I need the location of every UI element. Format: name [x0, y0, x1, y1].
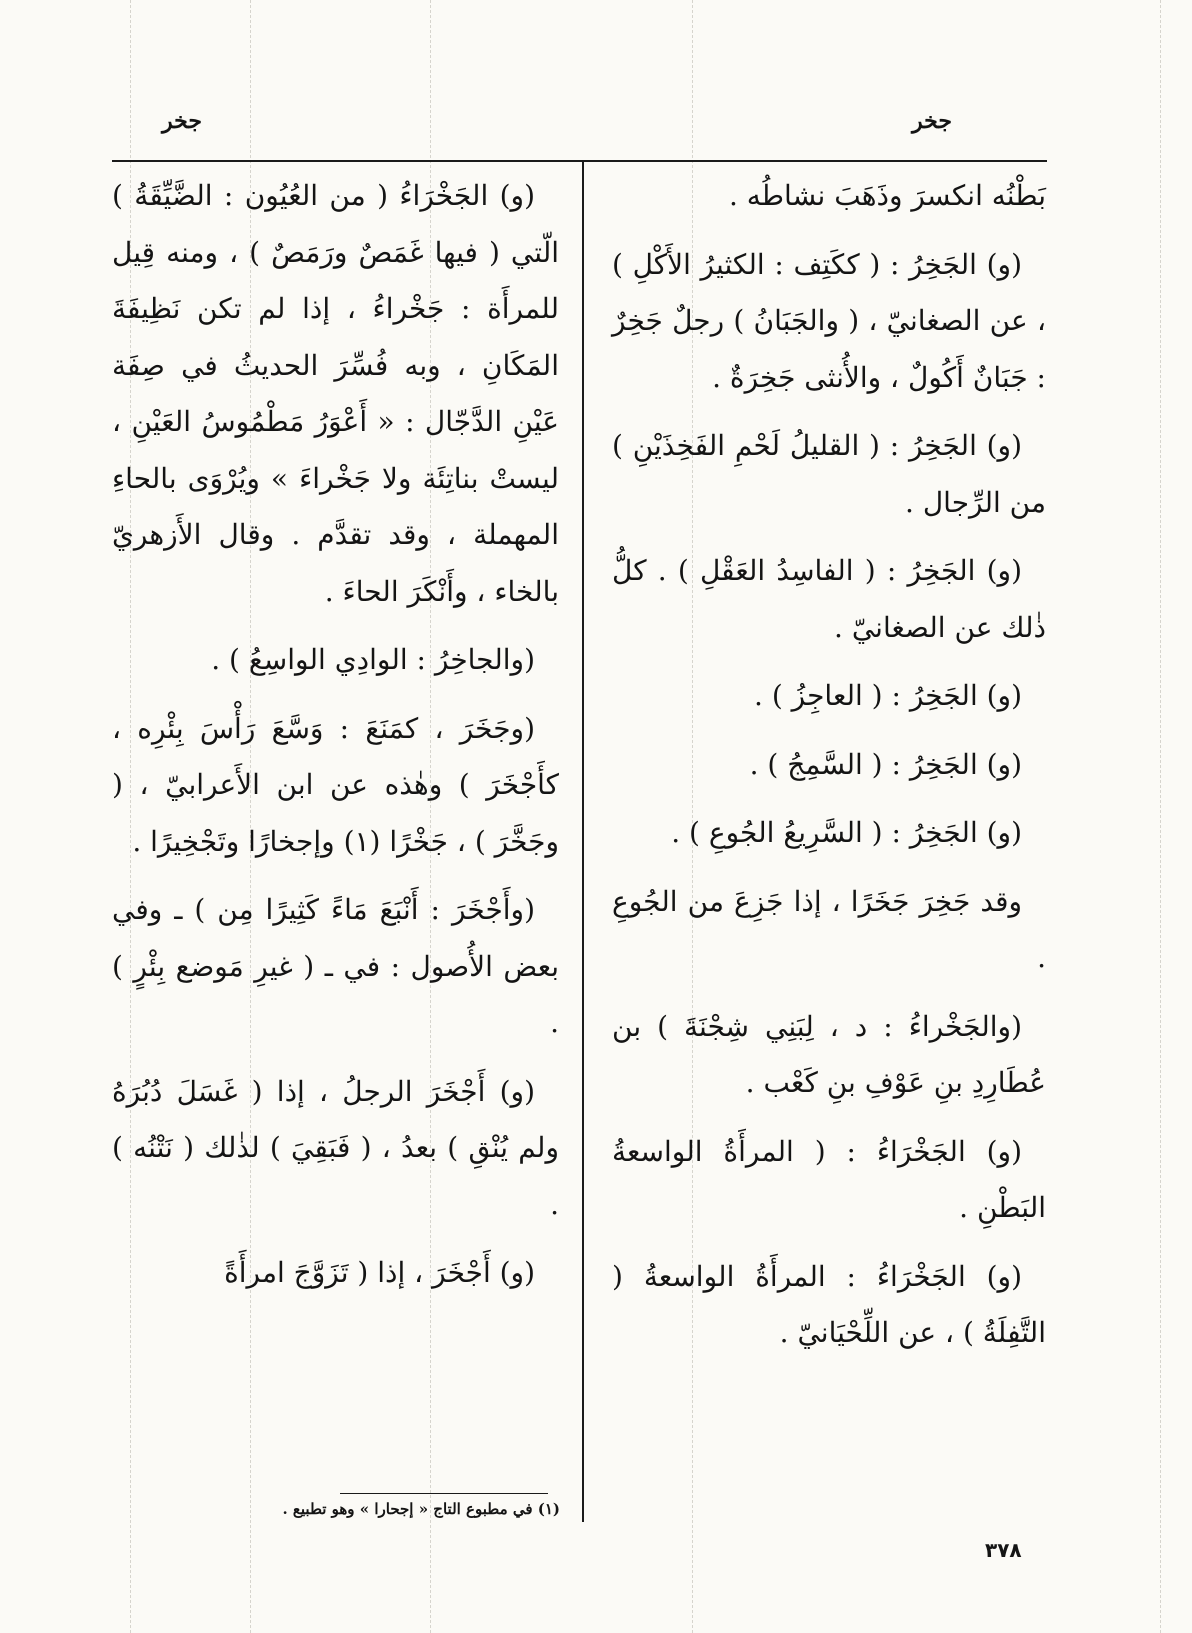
header-rule	[112, 160, 1047, 162]
entry-paragraph: بَطْنُه انكسرَ وذَهَبَ نشاطُه .	[728, 179, 1046, 212]
entry-paragraph: (و) الجَخْرَاءُ : ( المرأَةُ الواسعةُ البَطْنِ .	[612, 1134, 1046, 1224]
footnote: (١) في مطبوع التاج « إجحارا » وهو تطبيع .	[282, 1500, 560, 1518]
entry-paragraph: وقد جَخِرَ جَخَرًا ، إذا جَزِعَ من الجُوعِ .	[612, 884, 1046, 974]
entry-paragraph: (والجَخْراءُ : د ، لِبَنِي شِجْنَةَ ) بن عُطَارِدِ بنِ عَوْفِ بنِ كَعْب .	[612, 1009, 1046, 1099]
entry-paragraph: (و) الجَخِرُ : ( السَّمِجُ ) .	[749, 747, 1022, 781]
entry-paragraph: (و) الجَخِرُ : ( القليلُ لَحْمِ الفَخِذَيْنِ ) من الرِّجال .	[612, 429, 1046, 519]
entry-paragraph: (والجاخِرُ : الوادِي الواسِعُ ) .	[211, 643, 535, 676]
entry-paragraph: (و) الجَخِرُ : ( السَّرِيعُ الجُوعِ ) .	[671, 816, 1022, 849]
column-divider	[582, 160, 584, 1522]
entry-paragraph: (و) الجَخِرُ : ( الفاسِدُ العَقْلِ ) . كلُّ ذٰلك عن الصغانيّ .	[612, 554, 1046, 644]
running-header-right: جخر	[912, 108, 952, 134]
entry-paragraph: (و) الجَخْرَاءُ ( من العُيُون : الضَّيِّقَةُ ) الّتي ( فيها غَمَصٌ ورَمَصٌ ) ، ومنه قِيل للمرأَة : جَخْراءُ ، إذا لم تكن نَظِيفَةَ المَكَانِ ، وبه فُسِّرَ الحديثُ في صِفَة عَيْنِ الدَّجّال : « أَعْوَرُ مَطْمُوسُ العَيْنِ ، ليستْ بناتِئَة ولا جَخْراءَ » ويُرْوَى بالحاءِ المهملة ، وقد تقدَّم . وقال الأَزهريّ بالخاء ، وأَنْكَرَ الحاءَ .	[112, 179, 559, 608]
running-header-left: جخر	[162, 108, 202, 134]
left-column	[112, 168, 559, 1314]
right-column	[612, 168, 1046, 1374]
scan-guide-line	[1160, 0, 1161, 1633]
entry-paragraph: (و) أَجْخَرَ ، إذا ( تَزَوَّجَ امرأَةً	[224, 1256, 535, 1289]
entry-paragraph: (وجَخَرَ ، كمَنَعَ : وَسَّعَ رَأْسَ بِئْرِه ، كأَجْخَرَ ) وهٰذه عن ابن الأَعرابيّ ، ( وجَخَّرَ ) ، جَخْرًا (١) وإجخارًا وتَجْخِيرًا .	[112, 711, 559, 858]
page-number: ٣٧٨	[985, 1538, 1022, 1562]
entry-paragraph: (و) الجَخِرُ : ( ككَتِف : الكثيرُ الأَكْلِ ) ، عن الصغانيّ ، ( والجَبَانُ ) رجلٌ جَخِرٌ : جَبَانٌ أَكُولٌ ، والأُنثى جَخِرَةٌ .	[612, 247, 1046, 394]
entry-paragraph: (و) الجَخِرُ : ( العاجِزُ ) .	[754, 679, 1022, 712]
footnote-rule	[340, 1493, 548, 1494]
entry-paragraph: (و) الجَخْرَاءُ : المرأَةُ الواسعةُ ( التَّفِلَةُ ) ، عن اللِّحْيَانيّ .	[612, 1259, 1046, 1349]
entry-paragraph: (و) أَجْخَرَ الرجلُ ، إذا ( غَسَلَ دُبُرَهُ ولم يُنْقِ ) بعدُ ، ( فَبَقِيَ ) لذٰلك ( نَتْنُه ) .	[112, 1074, 559, 1221]
entry-paragraph: (وأَجْخَرَ : أَنْبَعَ مَاءً كَثِيرًا مِن ) ـ وفي بعض الأُصول : في ـ ( غيرِ مَوضع بِئْرٍ ) .	[112, 893, 559, 1039]
